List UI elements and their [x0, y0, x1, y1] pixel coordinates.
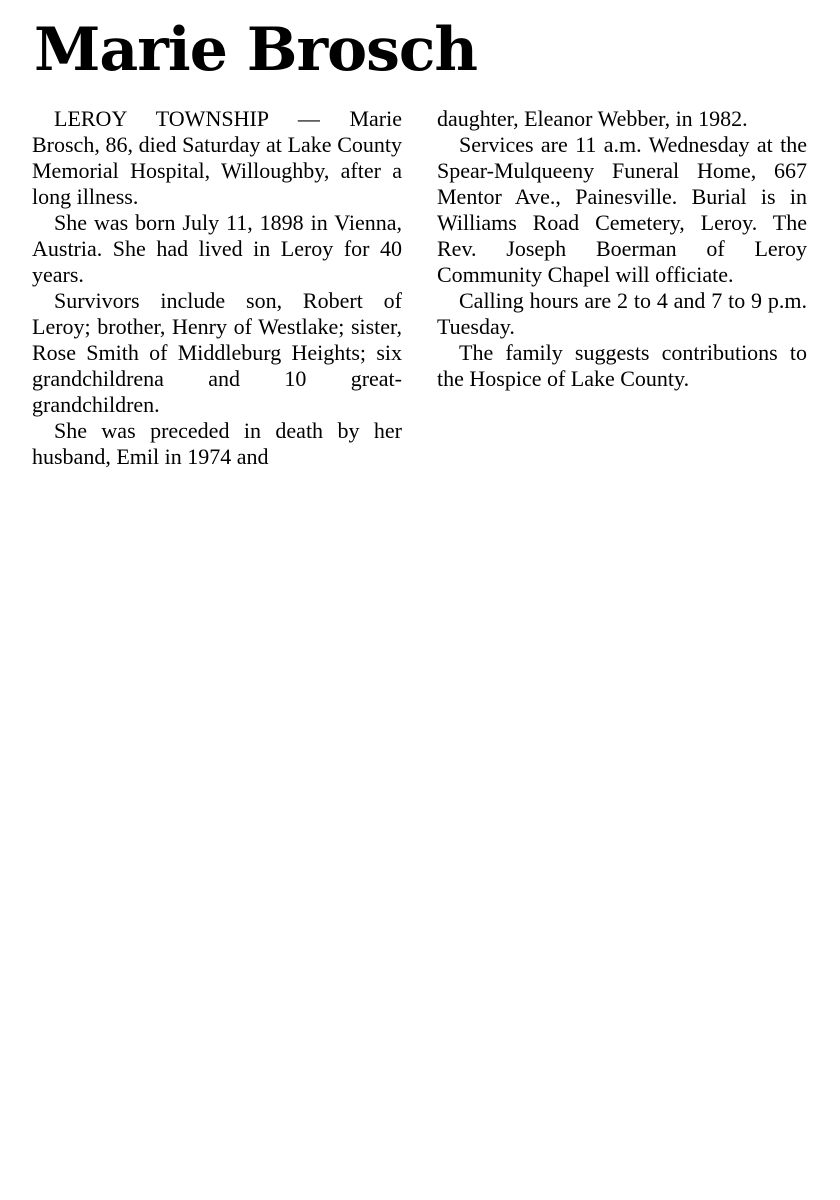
paragraph-death-notice: LEROY TOWNSHIP — Marie Brosch, 86, died Saturday at Lake County Memorial Hospital, Willoughby, after a long illness.: [32, 106, 402, 209]
paragraph-calling-hours: Calling hours are 2 to 4 and 7 to 9 p.m. Tuesday.: [437, 288, 807, 339]
article-column-right: [437, 106, 807, 392]
paragraph-services: Services are 11 a.m. Wednesday at the Spear-Mulqueeny Funeral Home, 667 Mentor Ave., Painesville. Burial is in Williams Road Cemetery, Leroy. The Rev. Joseph Boerman of Leroy Community Chapel will officiate.: [437, 132, 807, 287]
paragraph-preceded-in-death: She was preceded in death by her husband, Emil in 1974 and: [32, 418, 402, 469]
paragraph-birth: She was born July 11, 1898 in Vienna, Austria. She had lived in Leroy for 40 years.: [32, 210, 402, 287]
paragraph-contributions: The family suggests contributions to the Hospice of Lake County.: [437, 340, 807, 391]
paragraph-survivors: Survivors include son, Robert of Leroy; brother, Henry of Westlake; sister, Rose Smith of Middleburg Heights; six grandchildrena and 10 great-grandchildren.: [32, 288, 402, 417]
article-column-left: [32, 106, 402, 470]
obituary-headline: Marie Brosch: [34, 15, 478, 85]
paragraph-preceded-continued: daughter, Eleanor Webber, in 1982.: [437, 106, 748, 131]
